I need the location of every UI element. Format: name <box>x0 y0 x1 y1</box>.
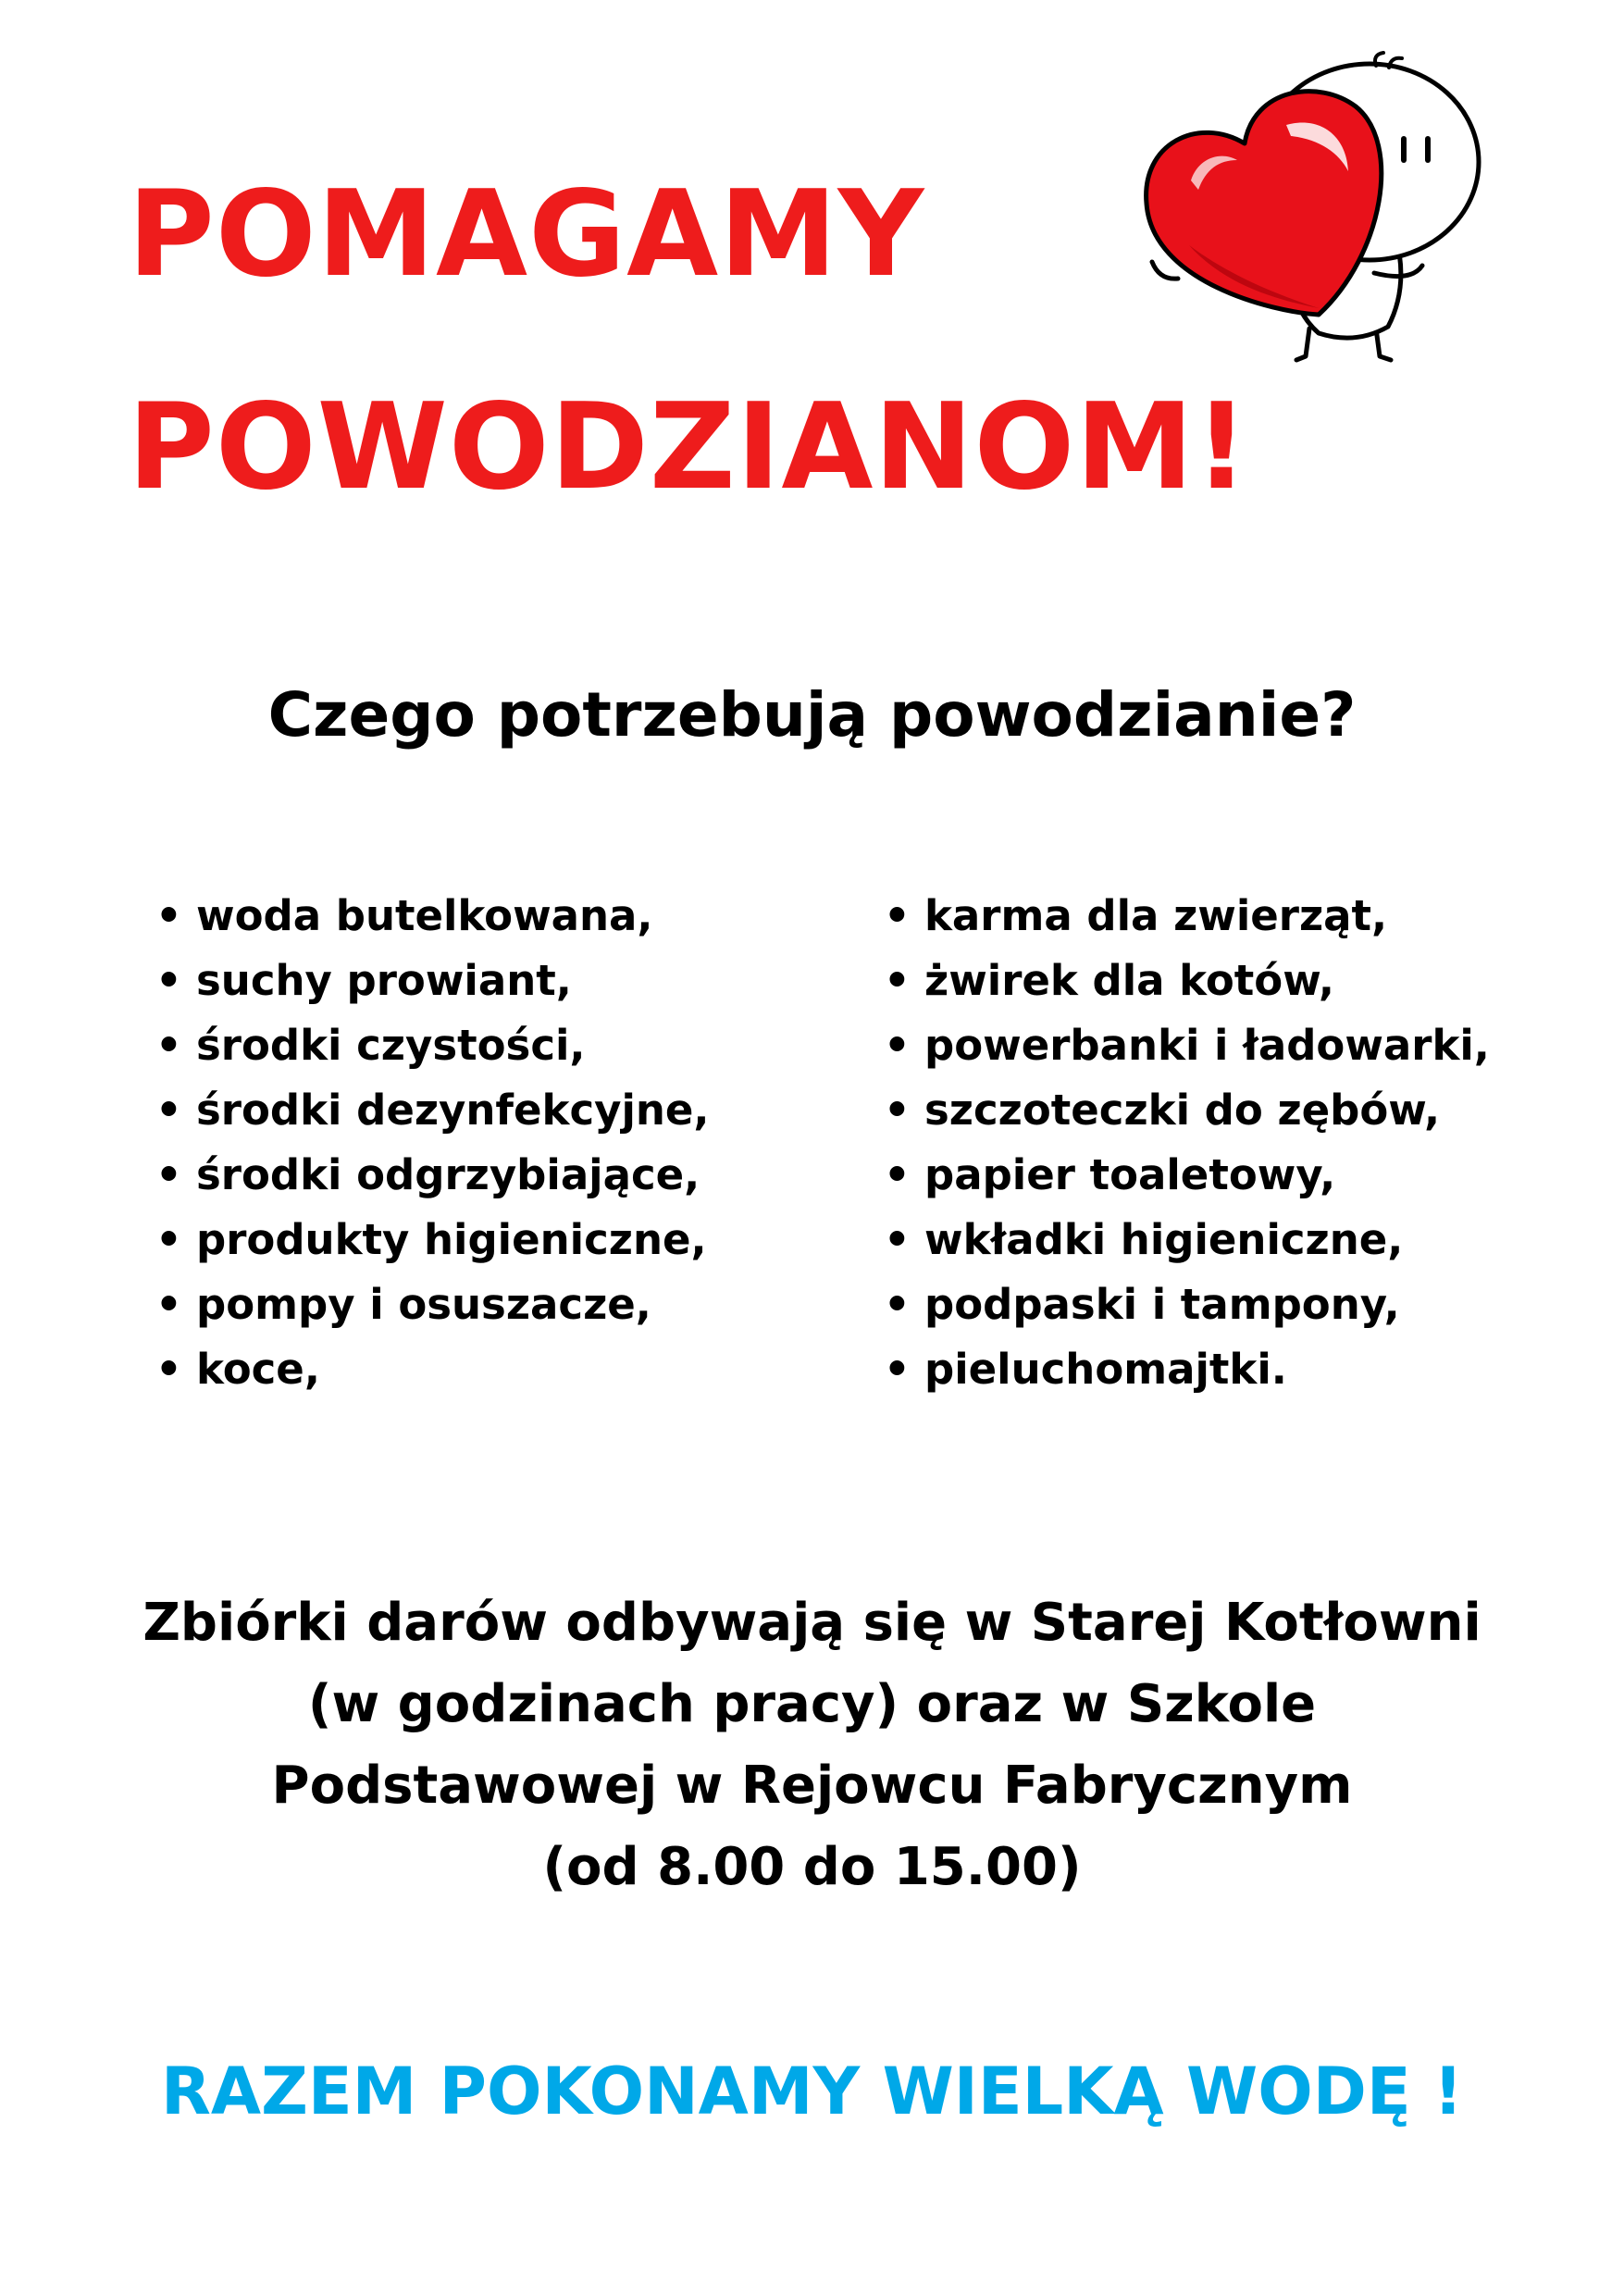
list-item-text: żwirek dla kotów, <box>924 956 1335 1005</box>
list-item-text: środki czystości, <box>196 1021 586 1070</box>
bullet-icon: • <box>884 1150 911 1199</box>
bullet-icon: • <box>155 1150 182 1199</box>
list-item-text: środki odgrzybiające, <box>196 1150 700 1199</box>
bullet-icon: • <box>155 891 182 940</box>
list-item <box>884 1143 1490 1208</box>
bullet-icon: • <box>884 1021 911 1070</box>
bullet-icon: • <box>155 1021 182 1070</box>
headline-line-2: POWODZIANOM! <box>128 379 1250 516</box>
list-item <box>155 949 710 1013</box>
bullet-icon: • <box>155 1345 182 1394</box>
needs-list-right <box>884 884 1490 1402</box>
list-item <box>155 884 710 949</box>
list-item <box>155 1143 710 1208</box>
heart-shape <box>1147 92 1382 315</box>
list-item <box>884 1272 1490 1337</box>
list-item <box>155 1013 710 1078</box>
list-item-text: suchy prowiant, <box>196 956 572 1005</box>
heart-hugging-figure-icon <box>1134 51 1485 375</box>
info-line: Zbiórki darów odbywają się w Starej Kotłowni <box>143 1593 1481 1653</box>
list-item-text: pieluchomajtki. <box>924 1345 1287 1394</box>
list-item-text: środki dezynfekcyjne, <box>196 1086 710 1135</box>
bullet-icon: • <box>884 1086 911 1135</box>
list-item <box>884 1208 1490 1272</box>
list-item-text: powerbanki i ładowarki, <box>924 1021 1490 1070</box>
needs-list-left <box>155 884 710 1402</box>
bullet-icon: • <box>155 956 182 1005</box>
list-item-text: produkty higieniczne, <box>196 1215 707 1264</box>
question-heading: Czego potrzebują powodzianie? <box>267 679 1357 751</box>
bullet-icon: • <box>155 1280 182 1329</box>
list-item <box>155 1208 710 1272</box>
bullet-icon: • <box>155 1086 182 1135</box>
list-item <box>884 949 1490 1013</box>
info-line: (od 8.00 do 15.00) <box>542 1837 1082 1897</box>
list-item-text: wkładki higieniczne, <box>924 1215 1404 1264</box>
list-item-text: pompy i osuszacze, <box>196 1280 651 1329</box>
list-item <box>884 1337 1490 1402</box>
list-item <box>155 1337 710 1402</box>
bullet-icon: • <box>884 1215 911 1264</box>
list-item <box>155 1272 710 1337</box>
list-item-text: karma dla zwierząt, <box>924 891 1388 940</box>
list-item <box>884 1013 1490 1078</box>
list-item <box>155 1078 710 1143</box>
bullet-icon: • <box>884 891 911 940</box>
bullet-icon: • <box>884 956 911 1005</box>
bullet-icon: • <box>884 1345 911 1394</box>
list-item-text: woda butelkowana, <box>196 891 653 940</box>
list-item <box>884 1078 1490 1143</box>
bullet-icon: • <box>884 1280 911 1329</box>
info-line: Podstawowej w Rejowcu Fabrycznym <box>271 1756 1353 1816</box>
list-item-text: podpaski i tampony, <box>924 1280 1400 1329</box>
headline-line-1: POMAGAMY <box>128 166 925 304</box>
collection-info <box>0 1582 1624 1908</box>
list-item-text: szczoteczki do zębów, <box>924 1086 1441 1135</box>
slogan: RAZEM POKONAMY WIELKĄ WODĘ ! <box>161 2054 1463 2129</box>
list-item-text: koce, <box>196 1345 320 1394</box>
info-line: (w godzinach pracy) oraz w Szkole <box>307 1674 1317 1734</box>
list-item <box>884 884 1490 949</box>
list-item-text: papier toaletowy, <box>924 1150 1336 1199</box>
bullet-icon: • <box>155 1215 182 1264</box>
